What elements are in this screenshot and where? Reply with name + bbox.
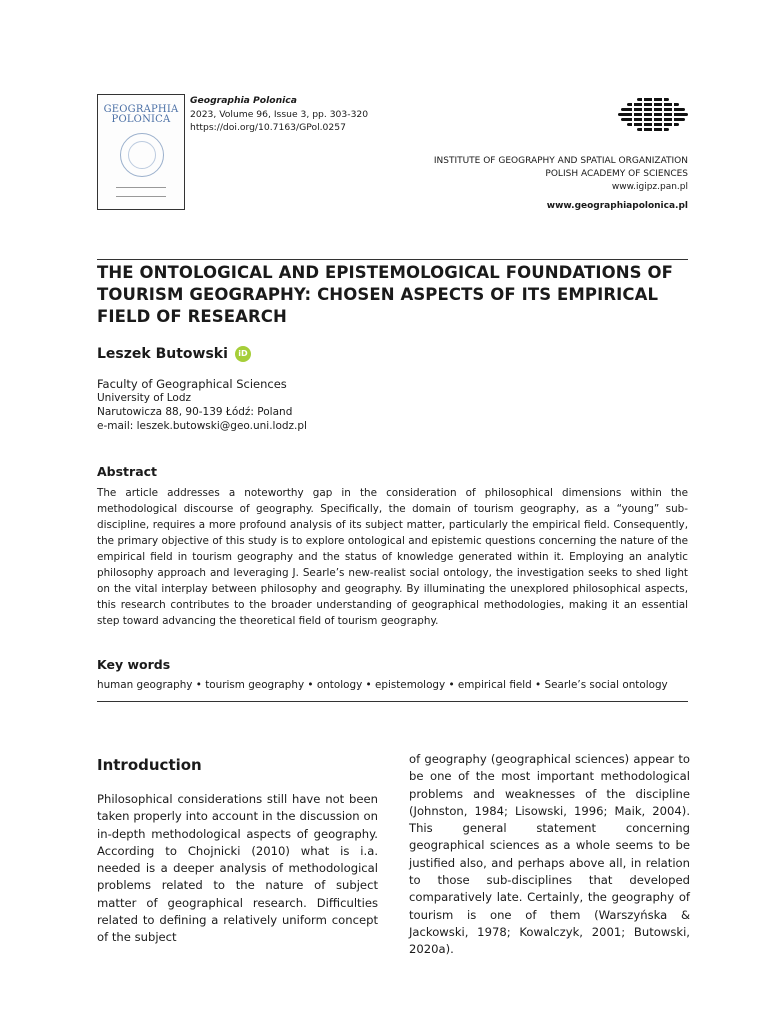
journal-info [190,94,368,135]
cover-inner-circle-graphic [128,141,156,169]
introduction-heading: Introduction [97,756,202,774]
introduction-right-column: of geography (geographical sciences) appear to be one of the most important methodological problems and weaknesses of the discipline (Johnston, 1984; Lisowski, 1996; Maik, 2004). This general statement concerning geographical sciences as a whole seems to be justified also, and perhaps above all, in relation to those sub-disciplines that developed comparatively late. Certainly, the geography of tourism is one of them (Warszyńska & Jackowski, 1978; Kowalczyk, 2001; Butowski, 2020a). [409,752,690,957]
introduction-left-column: Philosophical considerations still have not been taken properly into account in the discussion on in-depth methodological aspects of geography. According to Chojnicki (2010) what is i.a. needed is a deeper analysis of methodological problems related to the nature of subject matter of geographical research. Difficulties related to defining a relatively uniform concept of the subject [97,792,378,945]
keywords-list: human geography • tourism geography • ontology • epistemology • empirical field • Searle’s social ontology [97,679,668,691]
faculty: Faculty of Geographical Sciences [97,377,287,391]
affiliation-block [97,377,307,433]
journal-website-link[interactable]: www.geographiapolonica.pl [546,201,688,211]
cover-footer-band [116,187,166,197]
institute-website-link[interactable]: www.igipz.pan.pl [611,182,688,192]
institute-info [358,155,688,194]
journal-doi-link[interactable]: https://doi.org/10.7163/GPol.0257 [190,122,346,133]
journal-volume: 2023, Volume 96, Issue 3, pp. 303-320 [190,108,369,120]
article-title: THE ONTOLOGICAL AND EPISTEMOLOGICAL FOUNDATIONS OF TOURISM GEOGRAPHY: CHOSEN ASPECTS OF ITS EMPIRICAL FIELD OF RESEARCH [97,263,673,326]
author-line [97,346,251,362]
cover-title [98,105,184,125]
address: Narutowicza 88, 90-139 Łódź: Poland [97,406,293,418]
cover-title-line1: GEOGRAPHIA [103,104,179,115]
cover-title-line2: POLONICA [111,114,171,125]
university: University of Lodz [97,392,192,404]
keywords-heading: Key words [97,657,171,672]
abstract-text: The article addresses a noteworthy gap in the consideration of philosophical dimensions within the methodological discourse of geography. Specifically, the domain of tourism geography, as a “young” sub-discipline, requires a more profound analysis of its subject matter, particularly the empirical field. Consequently, the primary objective of this study is to explore ontological and epistemic questions concerning the nature of the empirical field in tourism geography and the status of knowledge generated within it. Employing an analytic philosophy approach and leveraging J. Searle’s new-realist social ontology, the investigation seeks to shed light on the vital interplay between philosophy and geography. By illuminating the unexplored philosophical aspects, this research contributes to the broader understanding of geographical methodologies, making it an essential step toward advancing the theoretical field of tourism geography. [97,487,688,627]
academy-name: POLISH ACADEMY OF SCIENCES [545,169,688,179]
journal-cover-thumbnail [97,94,185,210]
keywords-divider [97,701,688,702]
journal-name: Geographia Polonica [190,95,297,106]
abstract-heading: Abstract [97,464,158,479]
author-name: Leszek Butowski [97,346,228,362]
institute-name: INSTITUTE OF GEOGRAPHY AND SPATIAL ORGANIZATION [433,156,688,166]
email[interactable]: e-mail: leszek.butowski@geo.uni.lodz.pl [97,420,307,432]
header-divider [97,259,688,260]
orcid-icon[interactable]: iD [235,346,251,362]
globe-logo-icon [615,96,691,136]
